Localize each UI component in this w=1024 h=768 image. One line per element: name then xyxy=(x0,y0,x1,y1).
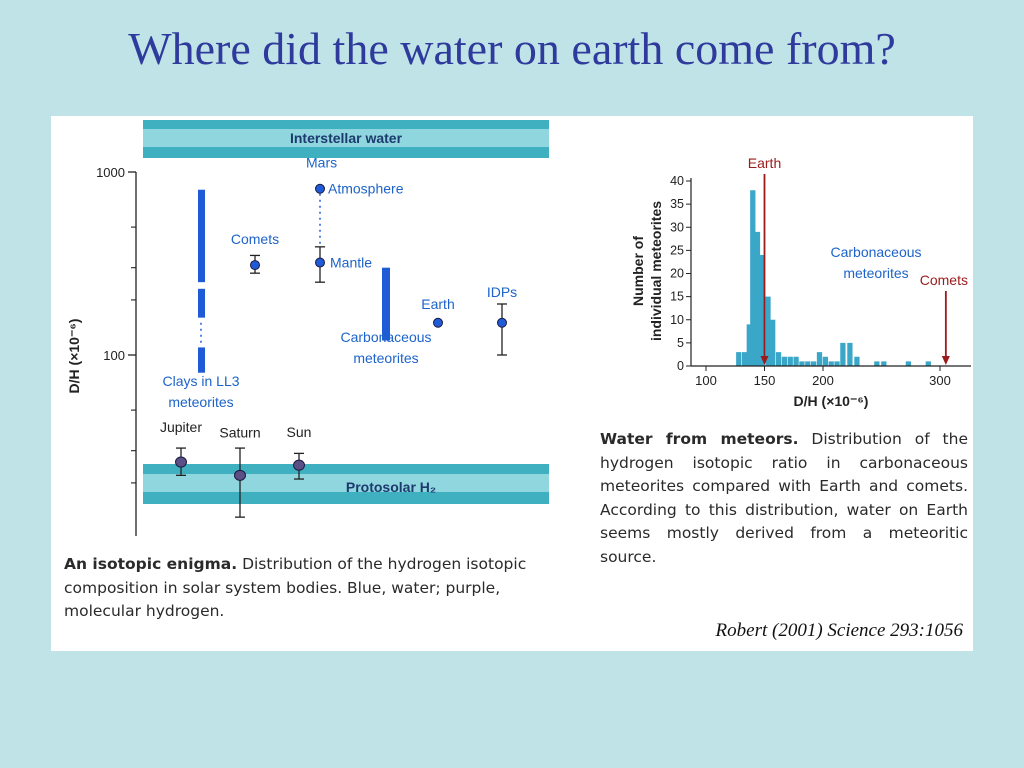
histogram-bar xyxy=(881,361,886,366)
left-caption xyxy=(64,553,564,624)
histogram-bar xyxy=(840,343,845,366)
histogram-bar xyxy=(755,232,760,366)
histogram-bar xyxy=(874,361,879,366)
histogram-bar xyxy=(765,297,770,366)
comets-label: Comets xyxy=(230,231,280,248)
y-axis-title: D/H (×10⁻⁶) xyxy=(66,318,82,394)
slide-title: Where did the water on earth come from? xyxy=(128,23,896,74)
clays-label-2: meteorites xyxy=(168,394,234,410)
series-label-2: meteorites xyxy=(843,265,909,281)
y-tick-label: 10 xyxy=(670,312,684,327)
comets-annotation-label: Comets xyxy=(919,272,968,288)
clays-label: Clays in LL3 xyxy=(162,373,240,389)
series-label: Carbonaceous xyxy=(830,244,922,260)
sun-label: Sun xyxy=(286,424,312,441)
histogram-bar xyxy=(834,361,839,366)
comets-arrowhead xyxy=(942,356,950,365)
x-axis-title: D/H (×10⁻⁶) xyxy=(793,393,869,409)
jupiter-point xyxy=(176,457,187,467)
histogram-bar xyxy=(793,357,798,366)
histogram-bar xyxy=(788,357,793,366)
histogram-bar xyxy=(742,352,747,366)
left-caption-title: An isotopic enigma. xyxy=(64,555,238,573)
histogram-bar xyxy=(811,361,816,366)
idps-point xyxy=(498,318,507,327)
y-tick-label: 30 xyxy=(670,220,684,235)
histogram-bar xyxy=(854,357,859,366)
carbonaceous-label: Carbonaceous xyxy=(340,329,432,345)
y-tick-label: 20 xyxy=(670,266,684,281)
y-tick-label: 5 xyxy=(677,335,684,350)
x-tick-label: 150 xyxy=(753,373,776,388)
y-tick-label: 1000 xyxy=(96,165,125,180)
clays-range-bar xyxy=(198,190,205,282)
earth-annotation-label: Earth xyxy=(747,155,782,171)
saturn-point xyxy=(235,470,246,480)
histogram-bar xyxy=(782,357,787,366)
histogram-bar xyxy=(817,352,822,366)
clays-range-bar-bottom xyxy=(198,347,205,372)
histogram-bar xyxy=(799,361,804,366)
y-axis-title-line2: individual meteorites xyxy=(648,200,664,342)
histogram-bar xyxy=(805,361,810,366)
mantle-point xyxy=(316,258,325,267)
histogram-bar xyxy=(736,352,741,366)
right-caption-text: Distribution of the hydrogen isotopic ratio in carbonaceous meteorites compared with Earth and comets. According to this distribution, water on Earth seems mostly derived from a meteoritic source. xyxy=(600,430,968,566)
mantle-label: Mantle xyxy=(330,254,373,271)
mars-sublabel: Atmosphere xyxy=(328,180,404,197)
meteorite-histogram-chart xyxy=(591,116,971,426)
y-tick-label: 15 xyxy=(670,289,684,304)
y-tick-label: 100 xyxy=(103,348,125,363)
y-tick-label: 0 xyxy=(677,359,684,373)
histogram-bar xyxy=(926,361,931,366)
histogram-bar xyxy=(823,357,828,366)
histogram-bar xyxy=(770,320,775,366)
left-caption-text: Distribution of the hydrogen isotopic composition in solar system bodies. Blue, water; purple, molecular hydrogen. xyxy=(64,555,527,620)
comets-point xyxy=(251,261,260,270)
clays-range-bar-lower xyxy=(198,289,205,318)
histogram-bar xyxy=(847,343,852,366)
isotope-scatter-chart xyxy=(51,116,571,546)
y-axis-title-line1: Number of xyxy=(630,236,646,306)
sun-point xyxy=(294,460,305,470)
saturn-label: Saturn xyxy=(219,424,261,441)
jupiter-label: Jupiter xyxy=(159,419,203,436)
x-tick-label: 300 xyxy=(929,373,951,388)
right-caption xyxy=(600,428,968,569)
histogram-bar xyxy=(829,361,834,366)
idps-label: IDPs xyxy=(486,283,518,300)
y-tick-label: 25 xyxy=(670,243,684,258)
x-tick-label: 100 xyxy=(695,373,717,388)
mars-label: Mars xyxy=(306,154,338,171)
histogram-bar xyxy=(776,352,781,366)
mars-point xyxy=(316,184,325,193)
y-tick-label: 40 xyxy=(670,174,684,188)
earth-point xyxy=(434,318,443,327)
figure-panel xyxy=(51,116,973,651)
carbonaceous-label-2: meteorites xyxy=(353,350,419,366)
histogram-bar xyxy=(906,361,911,366)
citation: Robert (2001) Science 293:1056 xyxy=(715,620,963,641)
x-tick-label: 200 xyxy=(812,373,834,388)
y-tick-label: 35 xyxy=(670,197,684,212)
earth-label: Earth xyxy=(421,295,455,312)
interstellar-band-label: Interstellar water xyxy=(289,130,403,146)
histogram-bar xyxy=(750,190,755,366)
right-caption-title: Water from meteors. xyxy=(600,430,799,448)
protosolar-band-label: Protosolar H₂ xyxy=(345,479,437,495)
